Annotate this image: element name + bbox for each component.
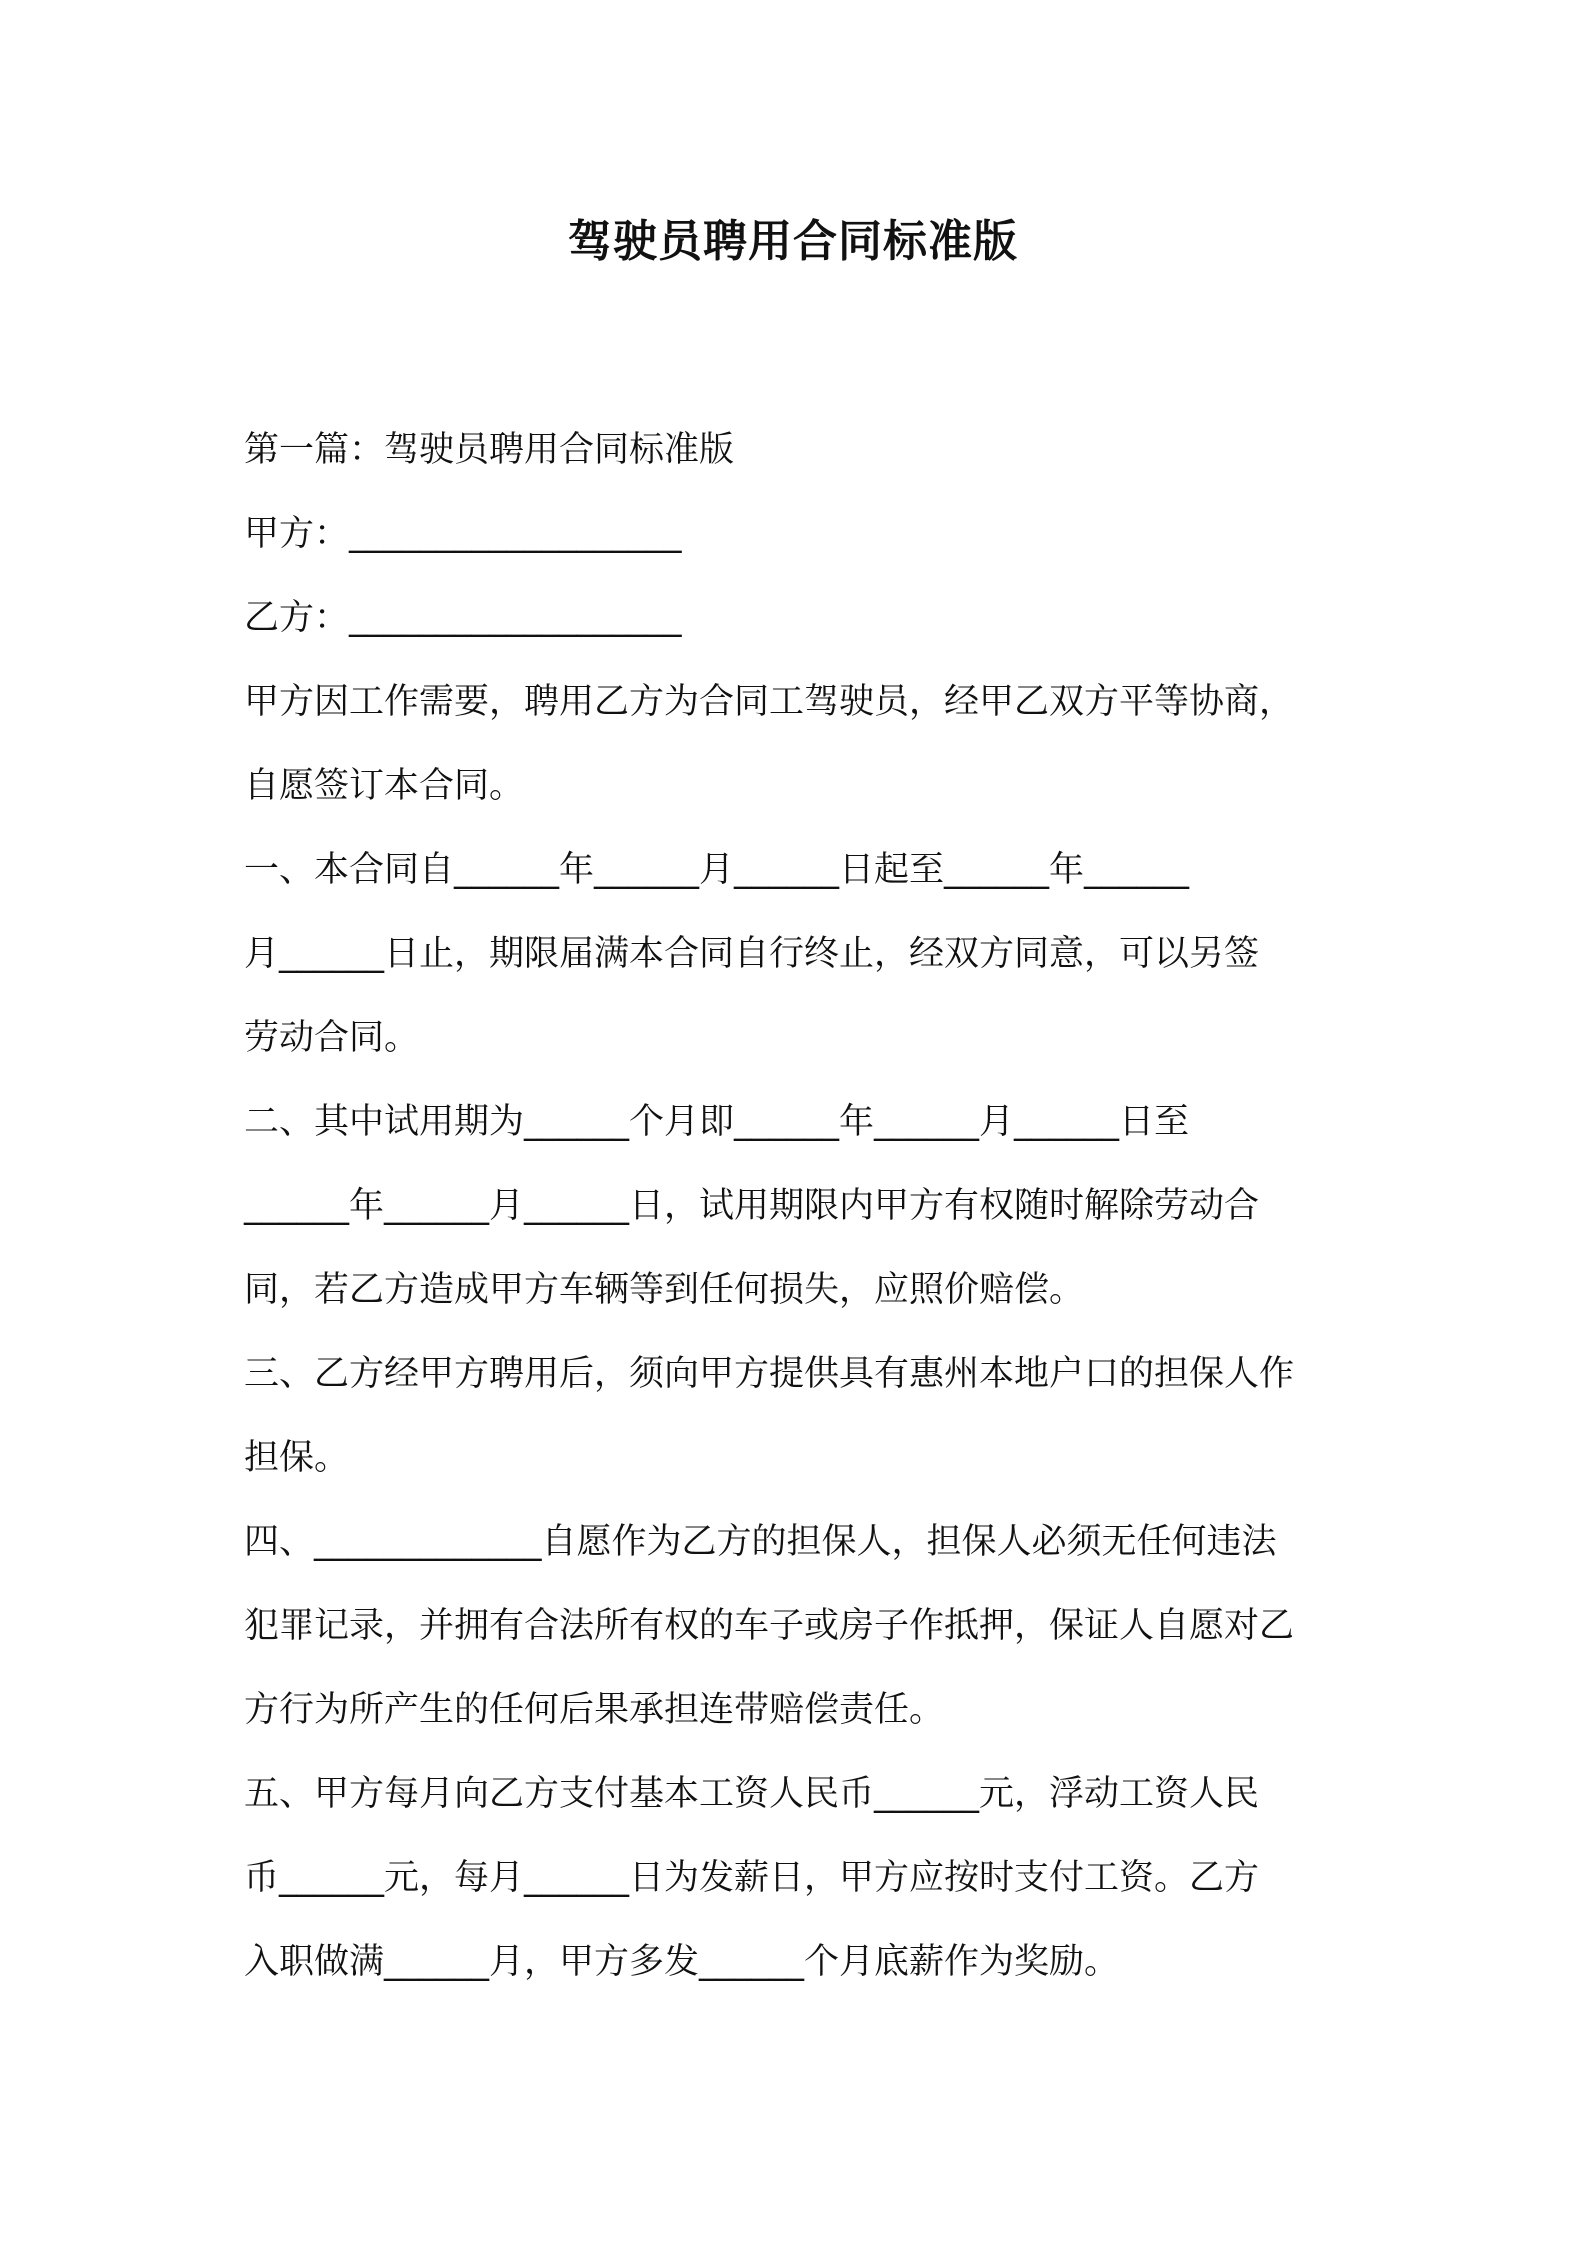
clause-4-line: 犯罪记录，并拥有合法所有权的车子或房子作抵押，保证人自愿对乙	[244, 1606, 1295, 1646]
clause-1-line: 一、本合同自______年______月______日起至______年______	[244, 850, 1190, 890]
clause-5-line: 币______元，每月______日为发薪日，甲方应按时支付工资。乙方	[244, 1858, 1260, 1898]
document-title: 驾驶员聘用合同标准版	[568, 216, 1018, 267]
preamble-line: 甲方因工作需要，聘用乙方为合同工驾驶员，经甲乙双方平等协商，	[244, 682, 1295, 722]
section-heading: 第一篇：驾驶员聘用合同标准版	[244, 430, 735, 470]
clause-1-line: 月______日止，期限届满本合同自行终止，经双方同意，可以另签	[244, 934, 1260, 974]
clause-5-line: 入职做满______月，甲方多发______个月底薪作为奖励。	[244, 1942, 1120, 1982]
party-b-line: 乙方：___________________	[244, 598, 682, 638]
clause-1-line: 劳动合同。	[244, 1018, 420, 1058]
clause-2-line: ______年______月______日，试用期限内甲方有权随时解除劳动合	[244, 1186, 1260, 1226]
clause-5-line: 五、甲方每月向乙方支付基本工资人民币______元，浮动工资人民	[244, 1774, 1260, 1814]
clause-4-line: 方行为所产生的任何后果承担连带赔偿责任。	[244, 1690, 945, 1730]
party-a-line: 甲方：___________________	[244, 514, 682, 554]
preamble-line: 自愿签订本合同。	[244, 766, 525, 806]
clause-2-line: 同，若乙方造成甲方车辆等到任何损失，应照价赔偿。	[244, 1270, 1085, 1310]
clause-4-line: 四、_____________自愿作为乙方的担保人，担保人必须无任何违法	[244, 1522, 1277, 1562]
clause-3-line: 担保。	[244, 1438, 350, 1478]
clause-3-line: 三、乙方经甲方聘用后，须向甲方提供具有惠州本地户口的担保人作	[244, 1354, 1295, 1394]
document-body	[244, 408, 1356, 2004]
clause-2-line: 二、其中试用期为______个月即______年______月______日至	[244, 1102, 1190, 1142]
